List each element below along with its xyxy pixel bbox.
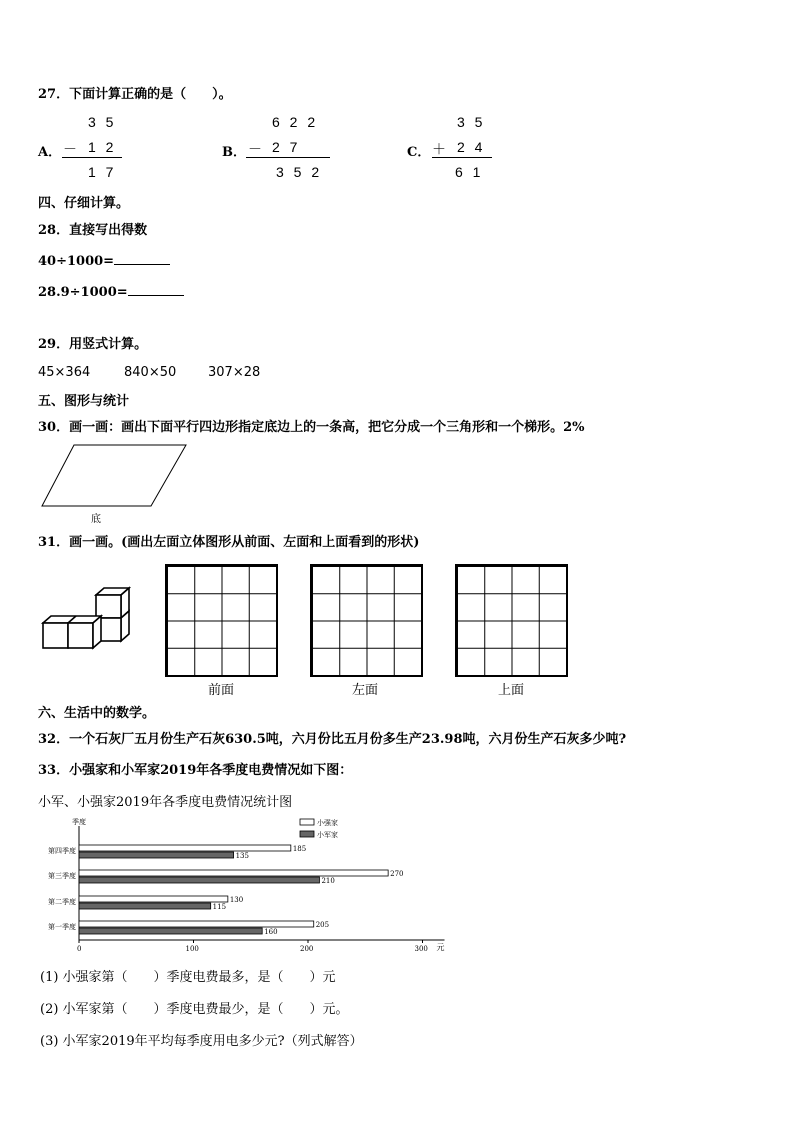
bar-value-label: 130 <box>229 896 244 904</box>
legend-label: 小军家 <box>317 831 338 839</box>
q29-title: 29．用竖式计算。 <box>38 337 148 352</box>
bar-value-label: 115 <box>212 903 227 911</box>
vertical-line <box>432 157 492 158</box>
vertical-top: 3 5 <box>457 114 483 130</box>
x-axis-label: 元 <box>436 943 445 952</box>
q33-sub3: (3) 小军家2019年平均每季度用电多少元?（列式解答） <box>40 1034 363 1049</box>
q33-title: 33．小强家和小军家2019年各季度电费情况如下图： <box>38 763 353 778</box>
q28-title: 28．直接写出得数 <box>38 223 148 238</box>
grid-left[interactable] <box>310 564 423 677</box>
x-tick-label: 300 <box>414 945 428 953</box>
label-left: 左面 <box>352 683 379 698</box>
bar-value-label: 135 <box>235 852 249 860</box>
section-6-heading: 六、生活中的数学。 <box>38 706 156 721</box>
grid-front[interactable] <box>165 564 278 677</box>
bar-value-label: 160 <box>264 928 278 936</box>
vertical-line <box>246 157 330 158</box>
category-label: 第三季度 <box>48 872 76 880</box>
vertical-middle: 2 7 <box>272 139 298 155</box>
base-label: 底 <box>91 514 101 525</box>
vertical-result: 1 7 <box>88 164 114 180</box>
label-front: 前面 <box>208 683 235 698</box>
q33-sub1: (1) 小强家第（ ）季度电费最多，是（ ）元 <box>40 970 336 985</box>
q28-expr-1 <box>38 252 170 269</box>
operator: － <box>63 141 77 157</box>
bar-value-label: 205 <box>315 921 330 929</box>
bar <box>79 845 291 851</box>
y-axis-label: 季度 <box>72 818 86 826</box>
q28-expr-2 <box>38 283 184 300</box>
label-top: 上面 <box>498 683 525 698</box>
q33-sub2: (2) 小军家第（ ）季度电费最少，是（ ）元。 <box>40 1002 349 1017</box>
x-tick-label: 0 <box>77 945 82 953</box>
q27-title: 27．下面计算正确的是（ ）。 <box>38 87 232 102</box>
operator: ＋ <box>432 141 446 157</box>
option-label: C． <box>407 145 431 160</box>
parallelogram-figure <box>38 440 193 525</box>
bar-value-label: 270 <box>390 870 404 878</box>
grid-top[interactable] <box>455 564 568 677</box>
x-tick-label: 200 <box>300 945 314 953</box>
q31-title: 31．画一画。(画出左面立体图形从前面、左面和上面看到的形状) <box>38 535 420 550</box>
option-label: A． <box>38 145 62 160</box>
q29-expr-1: 45×364 <box>38 365 91 380</box>
section-4-heading: 四、仔细计算。 <box>38 196 130 211</box>
chart-heading: 小军、小强家2019年各季度电费情况统计图 <box>38 795 293 810</box>
q29-expr-3: 307×28 <box>208 365 261 380</box>
bar-value-label: 185 <box>292 845 307 853</box>
bar <box>79 921 314 927</box>
bar <box>79 928 262 934</box>
operator: － <box>248 141 262 157</box>
bar <box>79 870 388 876</box>
parallelogram-shape <box>42 445 186 506</box>
option-label: B． <box>222 145 246 160</box>
category-label: 第二季度 <box>48 898 76 906</box>
category-label: 第四季度 <box>48 847 76 855</box>
vertical-middle: 1 2 <box>88 139 114 155</box>
section-5-heading: 五、图形与统计 <box>38 394 130 409</box>
vertical-top: 3 5 <box>88 114 114 130</box>
bar <box>79 852 234 858</box>
bar-chart <box>38 812 445 957</box>
q29-expr-2: 840×50 <box>124 365 177 380</box>
legend-swatch <box>300 819 314 825</box>
vertical-middle: 2 4 <box>457 139 483 155</box>
vertical-line <box>62 157 122 158</box>
legend-swatch <box>300 831 314 837</box>
q30-title: 30．画一画：画出下面平行四边形指定底边上的一条高，把它分成一个三角形和一个梯形。2% <box>38 420 585 435</box>
legend-label: 小强家 <box>317 819 338 827</box>
expression: 40÷1000= <box>38 254 115 269</box>
bar <box>79 896 228 902</box>
answer-blank[interactable] <box>128 283 184 296</box>
bar <box>79 903 211 909</box>
vertical-result: 6 1 <box>455 164 481 180</box>
expression: 28.9÷1000= <box>38 285 128 300</box>
x-tick-label: 100 <box>185 945 199 953</box>
bar-value-label: 210 <box>321 877 335 885</box>
q32-title: 32．一个石灰厂五月份生产石灰630.5吨，六月份比五月份多生产23.98吨，六月份生产石灰多少吨? <box>38 732 627 747</box>
bar <box>79 877 319 883</box>
cube-stack-figure <box>40 585 135 655</box>
cube-face <box>96 595 121 618</box>
cube-face <box>68 623 93 648</box>
vertical-top: 6 2 2 <box>272 114 316 130</box>
category-label: 第一季度 <box>48 923 76 931</box>
answer-blank[interactable] <box>114 252 170 265</box>
cube-face <box>43 623 68 648</box>
vertical-result: 3 5 2 <box>276 164 320 180</box>
